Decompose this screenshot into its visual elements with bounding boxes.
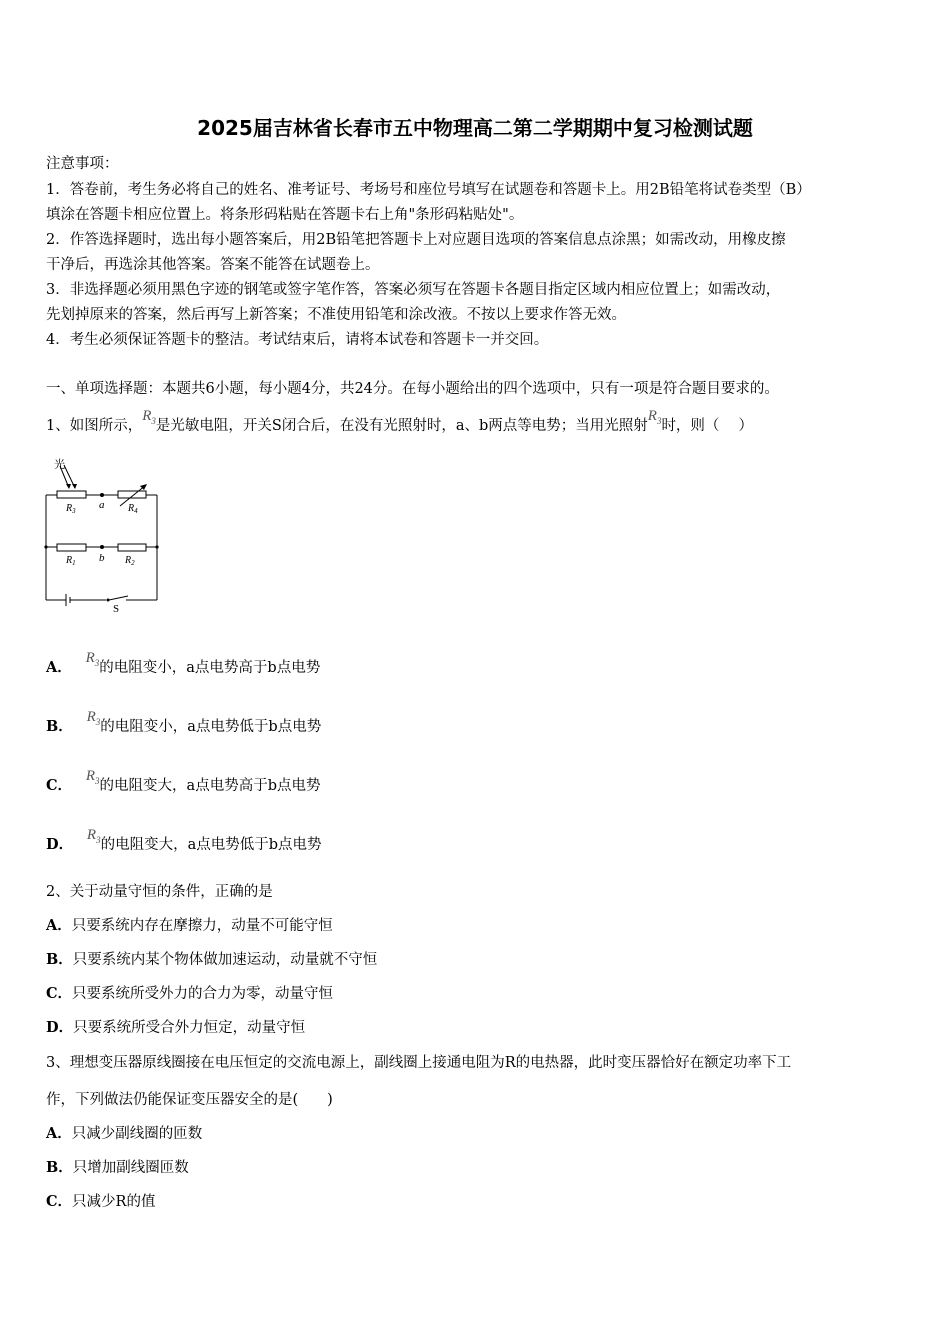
q2-option-d: D．只要系统所受合外力恒定，动量守恒 xyxy=(46,1019,306,1036)
notice-line: 4．考生必须保证答题卡的整洁。考试结束后，请将本试卷和答题卡一并交回。 xyxy=(46,332,549,348)
q1-part2: 是光敏电阻，开关S闭合后，在没有光照射时，a、b两点等电势；当用光照射 xyxy=(155,418,648,434)
notice-line: 2．作答选择题时，选出每小题答案后，用2B铅笔把答题卡上对应题目选项的答案信息点涂黑；如需改动，用橡皮擦 xyxy=(46,232,786,248)
r3-symbol: $R_3$ xyxy=(142,408,156,426)
q1-option-a: A． $R_3$的电阻变小，a点电势高于b点电势 xyxy=(46,650,321,676)
r4-label: $R_4$ xyxy=(128,503,138,515)
q1-option-c: C． $R_3$的电阻变大，a点电势高于b点电势 xyxy=(46,768,321,794)
q2-option-c: C．只要系统所受外力的合力为零，动量守恒 xyxy=(46,985,334,1002)
page-title: 2025届吉林省长春市五中物理高二第二学期期中复习检测试题 xyxy=(197,116,753,140)
question-3-stem-cont: 作，下列做法仍能保证变压器安全的是( ) xyxy=(46,1092,333,1108)
q1-option-d: D． $R_3$的电阻变大，a点电势低于b点电势 xyxy=(46,827,322,853)
question-1-stem xyxy=(46,408,754,436)
r3-symbol: $R_3$ xyxy=(647,408,662,426)
notice-line: 先划掉原来的答案，然后再写上新答案；不准使用铅笔和涂改液。不按以上要求作答无效。 xyxy=(46,307,626,323)
r3-symbol: $R_3$ xyxy=(85,768,100,786)
q1-option-b: B． $R_3$的电阻变小，a点电势低于b点电势 xyxy=(46,709,322,735)
notice-line: 填涂在答题卡相应位置上。将条形码粘贴在答题卡右上角"条形码粘贴处"。 xyxy=(46,207,524,223)
question-3-stem: 3、理想变压器原线圈接在电压恒定的交流电源上，副线圈上接通电阻为R的电热器，此时变压器恰好在额定功率下工 xyxy=(46,1055,792,1071)
notice-line: 3．非选择题必须用黑色字迹的钢笔或签字笔作答，答案必须写在答题卡各题目指定区域内相应位置上；如需改动， xyxy=(46,282,781,298)
q3-option-c: C．只减少R的值 xyxy=(46,1193,156,1210)
r2-label: $R_2$ xyxy=(125,555,135,567)
circuit-diagram xyxy=(40,455,170,615)
r3-symbol: $R_3$ xyxy=(86,827,101,845)
switch-label: S xyxy=(113,603,120,615)
point-b-label: b xyxy=(99,552,105,564)
q2-option-b: B．只要系统内某个物体做加速运动，动量就不守恒 xyxy=(46,951,378,968)
question-2-stem: 2、关于动量守恒的条件，正确的是 xyxy=(46,884,273,900)
light-label: 光 xyxy=(54,459,65,471)
q3-option-b: B．只增加副线圈匝数 xyxy=(46,1159,189,1176)
notice-line: 1．答卷前，考生务必将自己的姓名、准考证号、考场号和座位号填写在试题卷和答题卡上。用2B铅笔将试卷类型（B） xyxy=(46,182,811,198)
r3-label: $R_3$ xyxy=(66,503,76,515)
r1-label: $R_1$ xyxy=(66,555,76,567)
point-a-label: a xyxy=(99,499,105,511)
notice-heading: 注意事项： xyxy=(46,156,119,172)
q2-option-a: A．只要系统内存在摩擦力，动量不可能守恒 xyxy=(46,917,333,934)
r3-symbol: $R_3$ xyxy=(85,650,100,668)
q1-part3: 时，则（ ） xyxy=(661,418,754,434)
notice-line: 干净后，再选涂其他答案。答案不能答在试题卷上。 xyxy=(46,257,380,273)
q1-part1: 1、如图所示， xyxy=(46,418,143,434)
q3-option-a: A．只减少副线圈的匝数 xyxy=(46,1125,203,1142)
section-heading: 一、单项选择题：本题共6小题，每小题4分，共24分。在每小题给出的四个选项中，只有一项是符合题目要求的。 xyxy=(46,381,779,397)
r3-symbol: $R_3$ xyxy=(86,709,101,727)
